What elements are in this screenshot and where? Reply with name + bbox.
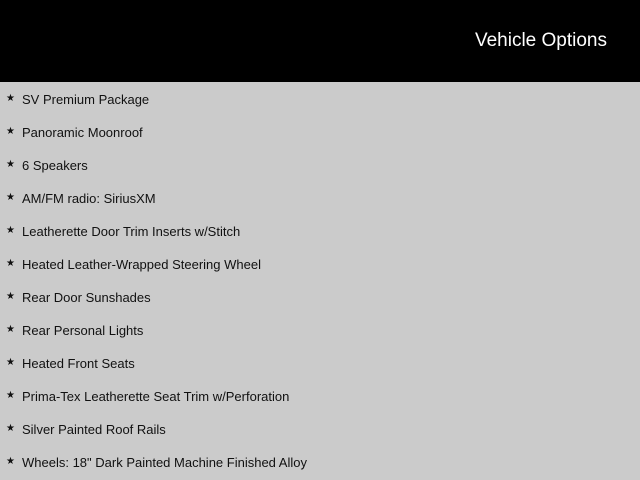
list-item (0, 223, 640, 243)
list-item (0, 91, 640, 111)
option-label: 6 Speakers (22, 158, 88, 173)
list-item (0, 157, 640, 177)
option-label: Wheels: 18" Dark Painted Machine Finished Alloy (22, 455, 307, 470)
option-label: Panoramic Moonroof (22, 125, 143, 140)
star-icon: ★ (6, 456, 15, 467)
star-icon: ★ (6, 258, 15, 269)
option-label: Prima-Tex Leatherette Seat Trim w/Perforation (22, 389, 290, 404)
star-icon: ★ (6, 159, 15, 170)
list-item (0, 190, 640, 210)
option-label: Silver Painted Roof Rails (22, 422, 166, 437)
option-label: SV Premium Package (22, 92, 150, 107)
star-icon: ★ (6, 126, 15, 137)
vehicle-options-list (0, 82, 640, 480)
header-bar (0, 0, 640, 82)
list-item (0, 289, 640, 309)
list-item (0, 124, 640, 144)
star-icon: ★ (6, 423, 15, 434)
option-label: Heated Leather-Wrapped Steering Wheel (22, 257, 261, 272)
list-item (0, 388, 640, 408)
option-label: Rear Personal Lights (22, 323, 144, 338)
list-item (0, 355, 640, 375)
list-item (0, 454, 640, 474)
page-title: Vehicle Options (474, 30, 607, 51)
list-item (0, 256, 640, 276)
star-icon: ★ (6, 192, 15, 203)
list-item (0, 322, 640, 342)
star-icon: ★ (6, 93, 15, 104)
option-label: Rear Door Sunshades (22, 290, 151, 305)
option-label: AM/FM radio: SiriusXM (22, 191, 156, 206)
star-icon: ★ (6, 390, 15, 401)
list-item (0, 421, 640, 441)
star-icon: ★ (6, 291, 15, 302)
star-icon: ★ (6, 225, 15, 236)
star-icon: ★ (6, 357, 15, 368)
option-label: Heated Front Seats (22, 356, 135, 371)
option-label: Leatherette Door Trim Inserts w/Stitch (22, 224, 241, 239)
star-icon: ★ (6, 324, 15, 335)
